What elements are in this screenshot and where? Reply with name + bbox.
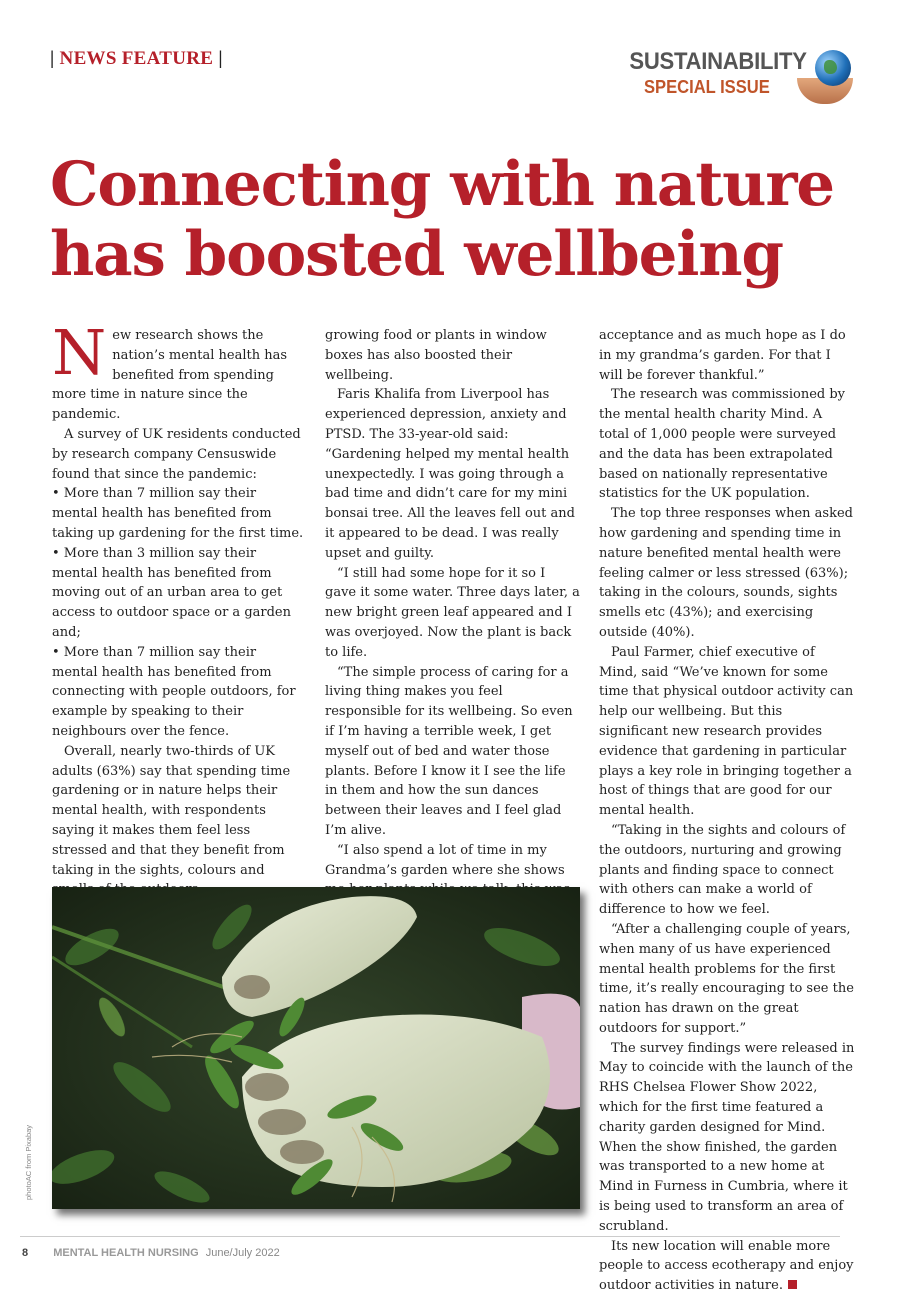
globe-icon bbox=[815, 50, 851, 86]
paragraph: New research shows the nation’s mental health has benefited from spending more time in nature since the pandemic. bbox=[52, 316, 288, 423]
page-footer bbox=[22, 1247, 280, 1259]
section-kicker bbox=[50, 48, 223, 70]
badge-title: SUSTAINABILITY bbox=[629, 48, 807, 75]
paragraph: “After a challenging couple of years, when many of us have experienced mental health problems for the first time, it’s really encouraging to see the nation has drawn on the great outdoors for support.” bbox=[599, 921, 854, 1036]
bullet-item: • More than 7 million say their mental health has benefited from taking up gardening for the first time. bbox=[52, 486, 304, 541]
bullet-item: • More than 7 million say their mental health has benefited from connecting with people outdoors, for example by speaking to their neighbours over the fence. bbox=[52, 644, 296, 739]
page-number: 8 bbox=[22, 1247, 29, 1259]
paragraph: “Taking in the sights and colours of the outdoors, nurturing and growing plants and finding space to connect with others can make a world of difference to how we feel. bbox=[599, 822, 846, 918]
magazine-name: MENTAL HEALTH NURSING bbox=[53, 1247, 199, 1259]
paragraph: Paul Farmer, chief executive of Mind, said “We’ve known for some time that physical outdoor activity can help our wellbeing. But this significant new research provides evidence that gardening in particular plays a key role in bringing together a host of things that are good for our mental health. bbox=[599, 644, 854, 819]
paragraph: Overall, nearly two-thirds of UK adults (63%) say that spending time gardening or in nature helps their mental health, with respondents saying it makes them feel less stressed and that they benefit from taking in the sights, colours and bbox=[52, 743, 291, 878]
paragraph: The survey findings were released in May to coincide with the launch of the RHS Chelsea Flower Show 2022, which for the first time featured a charity garden designed for Mind. When the show finished, the garden was transported to a new home at Mind in Furness in Cumbria, where it is being used to transform an area of scrubland. bbox=[599, 1040, 855, 1234]
paragraph: “I still had some hope for it so I gave it some water. Three days later, a new bright green leaf appeared and I was overjoyed. Now the plant is back to life. bbox=[325, 565, 580, 660]
drop-cap: N bbox=[52, 316, 107, 389]
paragraph: The top three responses when asked how gardening and spending time in nature benefited mental health were feeling calmer or less stressed (63%); taking in the colours, sounds, sights smells etc (43%); and exercising outside (40%). bbox=[599, 506, 853, 640]
paragraph: A survey of UK residents conducted by research company Censuswide found that since the pandemic: bbox=[52, 426, 301, 482]
paragraph: Faris Khalifa from Liverpool has experienced depression, anxiety and PTSD. The 33-year-old said: “Gardening helped my mental health unexpectedly. I was going through a bad time and didn’t care for my mini bonsai tree. All the leaves fell out and it appeared to be dead. I was really upset and guilty. bbox=[325, 387, 575, 561]
issue-date: June/July 2022 bbox=[205, 1247, 280, 1259]
article-column-1 bbox=[52, 316, 304, 979]
article-headline: Connecting with nature has boosted wellbeing bbox=[50, 149, 834, 290]
article-column-3 bbox=[599, 326, 855, 1296]
sustainability-badge bbox=[629, 48, 853, 108]
kicker-bar-right: | bbox=[218, 48, 223, 69]
paragraph: growing food or plants in window boxes has also boosted their wellbeing. bbox=[325, 328, 547, 383]
footer-divider bbox=[20, 1236, 840, 1237]
end-mark-icon bbox=[788, 1280, 797, 1289]
bullet-item: • More than 3 million say their mental health has benefited from moving out of an urban area to get access to outdoor space or a garden and; bbox=[52, 545, 291, 640]
paragraph: “The simple process of caring for a living thing makes you feel responsible for its wellbeing. So even if I’m having a terrible week, I get myself out of bed and water those plants. Before I know it I see the life in them and how the sun dances between their leaves and I feel glad I’m alive. bbox=[325, 664, 573, 838]
badge-subtitle: SPECIAL ISSUE bbox=[644, 77, 770, 97]
paragraph: Its new location will enable more people to access ecotherapy and enjoy outdoor activities in nature. bbox=[599, 1238, 854, 1294]
paragraph: acceptance and as much hope as I do in my grandma’s garden. For that I will be forever thankful.” bbox=[599, 328, 846, 383]
photo-credit: photoAC from Pixabay bbox=[24, 1124, 33, 1200]
paragraph: “I also spend a lot of time in my Grandma’s garden where she shows bbox=[325, 842, 565, 878]
paragraph: The research was commissioned by the mental health charity Mind. A total of 1,000 people were surveyed and the data has been extrapolated based on nationally representative statistics for the UK population. bbox=[599, 387, 846, 502]
kicker-bar-left: | bbox=[50, 48, 55, 69]
gardening-gloves-photo bbox=[52, 887, 580, 1209]
kicker-label: NEWS FEATURE bbox=[59, 48, 214, 69]
photo-illustration bbox=[52, 887, 580, 1209]
